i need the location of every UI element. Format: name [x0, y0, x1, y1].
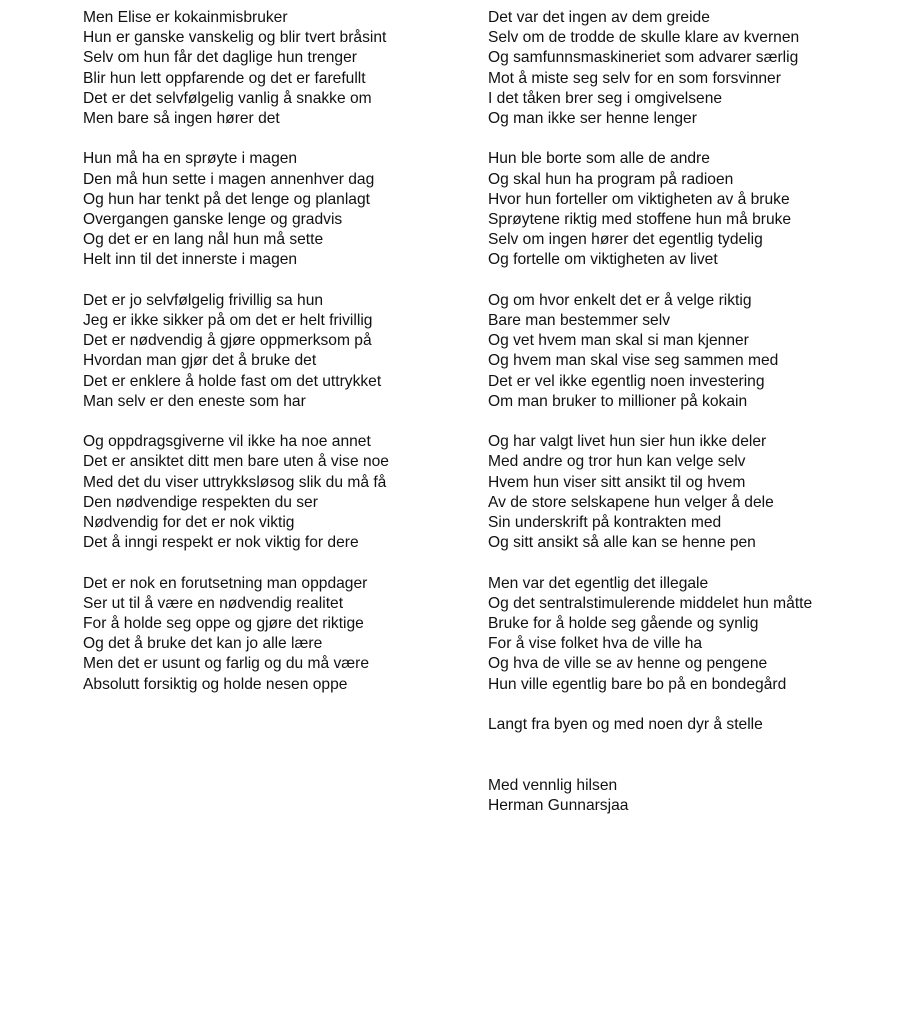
poem-line: Det er nødvendig å gjøre oppmerksom på	[83, 332, 372, 350]
poem-line: Og har valgt livet hun sier hun ikke deler	[488, 433, 767, 451]
stanza	[488, 715, 908, 735]
poem-line: Men bare så ingen hører det	[83, 110, 280, 128]
stanza	[488, 574, 908, 695]
stanza	[83, 432, 503, 553]
poem-line: Det er jo selvfølgelig frivillig sa hun	[83, 291, 324, 309]
poem-line: Og det å bruke det kan jo alle lære	[83, 635, 323, 653]
poem-line: Det var det ingen av dem greide	[488, 9, 710, 26]
poem-line: Hvor hun forteller om viktigheten av å bruke	[488, 190, 790, 208]
poem-line: Overgangen ganske lenge og gradvis	[83, 211, 343, 229]
poem-line: Hun er ganske vanskelig og blir tvert bråsint	[83, 29, 387, 47]
poem-line: Og fortelle om viktigheten av livet	[488, 251, 718, 269]
poem-right-column	[488, 8, 908, 816]
poem-line: Og sitt ansikt så alle kan se henne pen	[488, 534, 756, 552]
poem-line: For å holde seg oppe og gjøre det riktige	[83, 615, 364, 633]
poem-line: Sprøytene riktig med stoffene hun må bruke	[488, 211, 792, 229]
poem-line: Bare man bestemmer selv	[488, 312, 670, 330]
stanza	[488, 291, 908, 412]
poem-line: Og hvem man skal vise seg sammen med	[488, 352, 779, 370]
poem-line: Det er ansiktet ditt men bare uten å vise noe	[83, 453, 389, 471]
poem-line: Hun ville egentlig bare bo på en bondegård	[488, 675, 787, 693]
poem-line: Hvordan man gjør det å bruke det	[83, 352, 317, 370]
signature-gap	[488, 755, 908, 775]
poem-line: Bruke for å holde seg gående og synlig	[488, 615, 759, 633]
poem-line: Jeg er ikke sikker på om det er helt frivillig	[83, 312, 373, 330]
poem-line: Sin underskrift på kontrakten med	[488, 514, 722, 532]
poem-line: Hvem hun viser sitt ansikt til og hvem	[488, 473, 746, 491]
poem-line: Det er nok en forutsetning man oppdager	[83, 574, 368, 592]
poem-line: Mot å miste seg selv for en som forsvinner	[488, 69, 781, 87]
signature-block	[488, 776, 908, 816]
poem-line: Og det sentralstimulerende middelet hun måtte	[488, 594, 813, 612]
stanza	[83, 8, 503, 129]
poem-line: Selv om ingen hører det egentlig tydelig	[488, 231, 763, 249]
poem-line: Og skal hun ha program på radioen	[488, 170, 734, 188]
poem-line: For å vise folket hva de ville ha	[488, 635, 703, 653]
stanza	[488, 149, 908, 270]
poem-line: Langt fra byen og med noen dyr å stelle	[488, 716, 763, 734]
poem-line: Ser ut til å være en nødvendig realitet	[83, 594, 344, 612]
poem-line: Det å inngi respekt er nok viktig for dere	[83, 534, 359, 552]
stanza	[83, 149, 503, 270]
author-name: Herman Gunnarsjaa	[488, 796, 629, 814]
poem-line: Med andre og tror hun kan velge selv	[488, 453, 746, 471]
poem-line: Men Elise er kokainmisbruker	[83, 9, 288, 26]
poem-line: I det tåken brer seg i omgivelsene	[488, 89, 723, 107]
poem-line: Selv om de trodde de skulle klare av kvernen	[488, 29, 800, 47]
poem-line: Hun må ha en sprøyte i magen	[83, 150, 298, 168]
poem-line: Av de store selskapene hun velger å dele	[488, 493, 774, 511]
poem-line: Det er enklere å holde fast om det uttrykket	[83, 372, 382, 390]
poem-line: Absolutt forsiktig og holde nesen oppe	[83, 675, 348, 693]
poem-line: Og hun har tenkt på det lenge og planlagt	[83, 190, 370, 208]
poem-line: Blir hun lett oppfarende og det er farefullt	[83, 69, 366, 87]
poem-line: Og samfunnsmaskineriet som advarer særlig	[488, 49, 799, 67]
poem-line: Det er vel ikke egentlig noen investering	[488, 372, 765, 390]
poem-line: Men det er usunt og farlig og du må være	[83, 655, 370, 673]
poem-line: Nødvendig for det er nok viktig	[83, 514, 295, 532]
stanza	[83, 291, 503, 412]
poem-line: Med det du viser uttrykksløsog slik du må få	[83, 473, 387, 491]
poem-line: Og om hvor enkelt det er å velge riktig	[488, 291, 752, 309]
stanza	[488, 432, 908, 553]
stanza	[83, 574, 503, 695]
poem-line: Den nødvendige respekten du ser	[83, 493, 318, 511]
poem-left-column	[83, 8, 503, 715]
poem-line: Den må hun sette i magen annenhver dag	[83, 170, 375, 188]
poem-line: Men var det egentlig det illegale	[488, 574, 709, 592]
closing-text: Med vennlig hilsen	[488, 776, 618, 794]
poem-line: Og oppdragsgiverne vil ikke ha noe annet	[83, 433, 371, 451]
poem-line: Helt inn til det innerste i magen	[83, 251, 298, 269]
poem-line: Det er det selvfølgelig vanlig å snakke om	[83, 89, 372, 107]
stanza	[488, 8, 908, 129]
poem-line: Selv om hun får det daglige hun trenger	[83, 49, 357, 67]
poem-line: Man selv er den eneste som har	[83, 392, 306, 410]
poem-line: Om man bruker to millioner på kokain	[488, 392, 748, 410]
poem-line: Hun ble borte som alle de andre	[488, 150, 710, 168]
poem-line: Og man ikke ser henne lenger	[488, 110, 697, 128]
poem-line: Og vet hvem man skal si man kjenner	[488, 332, 749, 350]
poem-line: Og det er en lang nål hun må sette	[83, 231, 324, 249]
poem-line: Og hva de ville se av henne og pengene	[488, 655, 768, 673]
